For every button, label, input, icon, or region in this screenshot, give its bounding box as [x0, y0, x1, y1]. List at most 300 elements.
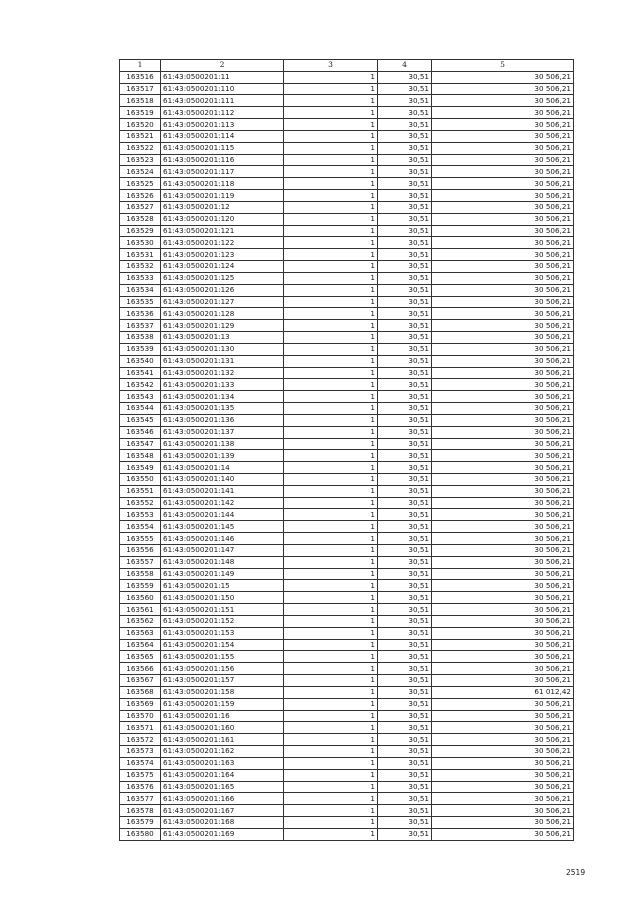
table-row: [120, 130, 574, 142]
table-cell-col-1: 163518: [120, 95, 161, 107]
table-cell-col-2: 61:43:0500201:110: [161, 83, 284, 95]
table-cell-col-2: 61:43:0500201:114: [161, 130, 284, 142]
table-cell-col-4: 30,51: [378, 107, 432, 119]
table-cell-col-1: 163564: [120, 639, 161, 651]
table-row: [120, 686, 574, 698]
table-cell-col-4: 30,51: [378, 71, 432, 83]
table-cell-col-4: 30,51: [378, 320, 432, 332]
table-cell-col-4: 30,51: [378, 296, 432, 308]
table-cell-col-5: 30 506,21: [432, 722, 574, 734]
table-cell-col-3: 1: [284, 627, 378, 639]
table-cell-col-5: 30 506,21: [432, 509, 574, 521]
table-cell-col-4: 30,51: [378, 615, 432, 627]
table-cell-col-3: 1: [284, 320, 378, 332]
table-row: [120, 237, 574, 249]
table-cell-col-2: 61:43:0500201:128: [161, 308, 284, 320]
table-cell-col-5: 30 506,21: [432, 261, 574, 273]
table-cell-col-2: 61:43:0500201:164: [161, 769, 284, 781]
table-cell-col-3: 1: [284, 781, 378, 793]
table-cell-col-2: 61:43:0500201:133: [161, 379, 284, 391]
table-row: [120, 533, 574, 545]
table-row: [120, 556, 574, 568]
table-cell-col-4: 30,51: [378, 426, 432, 438]
table-body: [120, 71, 574, 840]
table-cell-col-2: 61:43:0500201:141: [161, 485, 284, 497]
table-cell-col-5: 30 506,21: [432, 568, 574, 580]
table-cell-col-1: 163521: [120, 130, 161, 142]
table-cell-col-5: 30 506,21: [432, 698, 574, 710]
table-cell-col-1: 163534: [120, 284, 161, 296]
table-row: [120, 438, 574, 450]
table-cell-col-2: 61:43:0500201:113: [161, 119, 284, 131]
table-cell-col-3: 1: [284, 533, 378, 545]
table-row: [120, 781, 574, 793]
table-cell-col-4: 30,51: [378, 201, 432, 213]
table-row: [120, 343, 574, 355]
table-cell-col-5: 30 506,21: [432, 391, 574, 403]
table-cell-col-2: 61:43:0500201:132: [161, 367, 284, 379]
table-row: [120, 805, 574, 817]
table-cell-col-5: 30 506,21: [432, 284, 574, 296]
column-header-4: 4: [378, 60, 432, 72]
table-cell-col-1: 163562: [120, 615, 161, 627]
table-cell-col-4: 30,51: [378, 509, 432, 521]
table-cell-col-5: 61 012,42: [432, 686, 574, 698]
table-cell-col-4: 30,51: [378, 391, 432, 403]
table-cell-col-3: 1: [284, 414, 378, 426]
table-cell-col-5: 30 506,21: [432, 462, 574, 474]
table-cell-col-1: 163577: [120, 793, 161, 805]
table-cell-col-4: 30,51: [378, 95, 432, 107]
table-cell-col-3: 1: [284, 166, 378, 178]
table-cell-col-1: 163553: [120, 509, 161, 521]
table-row: [120, 332, 574, 344]
table-row: [120, 367, 574, 379]
table-cell-col-4: 30,51: [378, 166, 432, 178]
table-row: [120, 225, 574, 237]
table-cell-col-4: 30,51: [378, 438, 432, 450]
table-cell-col-5: 30 506,21: [432, 438, 574, 450]
table-cell-col-3: 1: [284, 698, 378, 710]
table-cell-col-5: 30 506,21: [432, 651, 574, 663]
table-cell-col-2: 61:43:0500201:158: [161, 686, 284, 698]
table-cell-col-5: 30 506,21: [432, 95, 574, 107]
table-row: [120, 746, 574, 758]
table-cell-col-4: 30,51: [378, 190, 432, 202]
table-cell-col-1: 163525: [120, 178, 161, 190]
table-cell-col-3: 1: [284, 686, 378, 698]
table-cell-col-1: 163541: [120, 367, 161, 379]
table-cell-col-1: 163516: [120, 71, 161, 83]
table-row: [120, 391, 574, 403]
table-cell-col-3: 1: [284, 450, 378, 462]
table-cell-col-3: 1: [284, 95, 378, 107]
table-cell-col-4: 30,51: [378, 497, 432, 509]
table-cell-col-1: 163578: [120, 805, 161, 817]
table-cell-col-3: 1: [284, 154, 378, 166]
table-cell-col-5: 30 506,21: [432, 450, 574, 462]
table-row: [120, 509, 574, 521]
table-row: [120, 142, 574, 154]
table-cell-col-1: 163574: [120, 757, 161, 769]
table-cell-col-5: 30 506,21: [432, 639, 574, 651]
table-row: [120, 107, 574, 119]
table-cell-col-2: 61:43:0500201:159: [161, 698, 284, 710]
table-cell-col-5: 30 506,21: [432, 201, 574, 213]
table-cell-col-2: 61:43:0500201:155: [161, 651, 284, 663]
table-cell-col-5: 30 506,21: [432, 757, 574, 769]
table-cell-col-4: 30,51: [378, 698, 432, 710]
table-row: [120, 95, 574, 107]
table-cell-col-3: 1: [284, 497, 378, 509]
table-cell-col-1: 163543: [120, 391, 161, 403]
table-row: [120, 403, 574, 415]
table-cell-col-1: 163535: [120, 296, 161, 308]
table-cell-col-3: 1: [284, 71, 378, 83]
table-row: [120, 568, 574, 580]
table-cell-col-5: 30 506,21: [432, 83, 574, 95]
table-cell-col-2: 61:43:0500201:162: [161, 746, 284, 758]
table-cell-col-5: 30 506,21: [432, 580, 574, 592]
table-cell-col-2: 61:43:0500201:111: [161, 95, 284, 107]
table-row: [120, 249, 574, 261]
table-cell-col-1: 163529: [120, 225, 161, 237]
table-row: [120, 201, 574, 213]
table-cell-col-1: 163524: [120, 166, 161, 178]
table-cell-col-2: 61:43:0500201:120: [161, 213, 284, 225]
table-cell-col-1: 163580: [120, 828, 161, 840]
table-cell-col-2: 61:43:0500201:123: [161, 249, 284, 261]
table-cell-col-5: 30 506,21: [432, 615, 574, 627]
table-row: [120, 284, 574, 296]
table-cell-col-1: 163523: [120, 154, 161, 166]
table-cell-col-5: 30 506,21: [432, 828, 574, 840]
table-cell-col-3: 1: [284, 592, 378, 604]
table-row: [120, 592, 574, 604]
table-cell-col-5: 30 506,21: [432, 817, 574, 829]
table-cell-col-2: 61:43:0500201:152: [161, 615, 284, 627]
table-cell-col-3: 1: [284, 556, 378, 568]
table-row: [120, 817, 574, 829]
table-cell-col-1: 163540: [120, 355, 161, 367]
table-cell-col-5: 30 506,21: [432, 296, 574, 308]
table-cell-col-3: 1: [284, 615, 378, 627]
table-cell-col-2: 61:43:0500201:140: [161, 473, 284, 485]
table-cell-col-2: 61:43:0500201:160: [161, 722, 284, 734]
table-cell-col-4: 30,51: [378, 414, 432, 426]
table-cell-col-5: 30 506,21: [432, 355, 574, 367]
table-cell-col-5: 30 506,21: [432, 190, 574, 202]
table-row: [120, 734, 574, 746]
table-cell-col-3: 1: [284, 308, 378, 320]
table-row: [120, 604, 574, 616]
table-cell-col-4: 30,51: [378, 473, 432, 485]
table-cell-col-3: 1: [284, 249, 378, 261]
table-row: [120, 272, 574, 284]
table-cell-col-4: 30,51: [378, 154, 432, 166]
table-cell-col-3: 1: [284, 485, 378, 497]
table-cell-col-1: 163552: [120, 497, 161, 509]
table-cell-col-3: 1: [284, 225, 378, 237]
table-cell-col-2: 61:43:0500201:145: [161, 521, 284, 533]
table-cell-col-3: 1: [284, 710, 378, 722]
table-cell-col-3: 1: [284, 793, 378, 805]
table-cell-col-3: 1: [284, 805, 378, 817]
table-cell-col-2: 61:43:0500201:157: [161, 675, 284, 687]
table-row: [120, 497, 574, 509]
table-cell-col-4: 30,51: [378, 462, 432, 474]
table-cell-col-2: 61:43:0500201:161: [161, 734, 284, 746]
table-cell-col-2: 61:43:0500201:151: [161, 604, 284, 616]
table-cell-col-1: 163566: [120, 663, 161, 675]
table-cell-col-3: 1: [284, 83, 378, 95]
table-cell-col-4: 30,51: [378, 722, 432, 734]
table-cell-col-4: 30,51: [378, 225, 432, 237]
table-cell-col-2: 61:43:0500201:13: [161, 332, 284, 344]
table-cell-col-5: 30 506,21: [432, 71, 574, 83]
table-cell-col-5: 30 506,21: [432, 249, 574, 261]
table-cell-col-2: 61:43:0500201:116: [161, 154, 284, 166]
table-cell-col-5: 30 506,21: [432, 533, 574, 545]
table-cell-col-5: 30 506,21: [432, 556, 574, 568]
table-row: [120, 675, 574, 687]
table-cell-col-2: 61:43:0500201:115: [161, 142, 284, 154]
table-cell-col-3: 1: [284, 237, 378, 249]
table-cell-col-1: 163520: [120, 119, 161, 131]
table-cell-col-3: 1: [284, 509, 378, 521]
table-cell-col-5: 30 506,21: [432, 403, 574, 415]
table-cell-col-3: 1: [284, 746, 378, 758]
table-cell-col-5: 30 506,21: [432, 154, 574, 166]
table-cell-col-3: 1: [284, 379, 378, 391]
table-row: [120, 261, 574, 273]
table-cell-col-4: 30,51: [378, 403, 432, 415]
table-cell-col-3: 1: [284, 190, 378, 202]
table-cell-col-2: 61:43:0500201:156: [161, 663, 284, 675]
table-cell-col-1: 163567: [120, 675, 161, 687]
table-cell-col-1: 163544: [120, 403, 161, 415]
page-number: 2519: [566, 868, 586, 877]
table-cell-col-1: 163570: [120, 710, 161, 722]
table-cell-col-3: 1: [284, 178, 378, 190]
table-cell-col-5: 30 506,21: [432, 426, 574, 438]
table-cell-col-5: 30 506,21: [432, 178, 574, 190]
table-cell-col-5: 30 506,21: [432, 805, 574, 817]
table-row: [120, 663, 574, 675]
table-cell-col-5: 30 506,21: [432, 769, 574, 781]
table-cell-col-5: 30 506,21: [432, 320, 574, 332]
table-cell-col-2: 61:43:0500201:142: [161, 497, 284, 509]
table-cell-col-4: 30,51: [378, 130, 432, 142]
table-cell-col-5: 30 506,21: [432, 213, 574, 225]
table-cell-col-2: 61:43:0500201:117: [161, 166, 284, 178]
table-cell-col-4: 30,51: [378, 746, 432, 758]
table-cell-col-1: 163519: [120, 107, 161, 119]
table-cell-col-1: 163576: [120, 781, 161, 793]
table-cell-col-4: 30,51: [378, 83, 432, 95]
table-row: [120, 450, 574, 462]
table-cell-col-2: 61:43:0500201:135: [161, 403, 284, 415]
table-cell-col-4: 30,51: [378, 355, 432, 367]
table-cell-col-3: 1: [284, 142, 378, 154]
table-cell-col-5: 30 506,21: [432, 343, 574, 355]
table-cell-col-5: 30 506,21: [432, 592, 574, 604]
table-cell-col-3: 1: [284, 403, 378, 415]
table-row: [120, 166, 574, 178]
table-cell-col-2: 61:43:0500201:169: [161, 828, 284, 840]
table-cell-col-2: 61:43:0500201:131: [161, 355, 284, 367]
table-cell-col-2: 61:43:0500201:150: [161, 592, 284, 604]
table-cell-col-3: 1: [284, 367, 378, 379]
table-row: [120, 190, 574, 202]
table-cell-col-2: 61:43:0500201:146: [161, 533, 284, 545]
table-cell-col-1: 163565: [120, 651, 161, 663]
table-cell-col-4: 30,51: [378, 604, 432, 616]
table-cell-col-2: 61:43:0500201:130: [161, 343, 284, 355]
table-cell-col-1: 163548: [120, 450, 161, 462]
table-row: [120, 213, 574, 225]
table-row: [120, 757, 574, 769]
table-cell-col-3: 1: [284, 757, 378, 769]
table-cell-col-5: 30 506,21: [432, 521, 574, 533]
table-cell-col-1: 163539: [120, 343, 161, 355]
table-cell-col-3: 1: [284, 580, 378, 592]
table-row: [120, 178, 574, 190]
table-cell-col-5: 30 506,21: [432, 781, 574, 793]
table-cell-col-4: 30,51: [378, 379, 432, 391]
table-cell-col-2: 61:43:0500201:136: [161, 414, 284, 426]
table-cell-col-2: 61:43:0500201:139: [161, 450, 284, 462]
table-cell-col-2: 61:43:0500201:15: [161, 580, 284, 592]
table-cell-col-5: 30 506,21: [432, 675, 574, 687]
table-cell-col-5: 30 506,21: [432, 604, 574, 616]
table-cell-col-4: 30,51: [378, 308, 432, 320]
table-cell-col-3: 1: [284, 769, 378, 781]
table-cell-col-5: 30 506,21: [432, 473, 574, 485]
table-cell-col-4: 30,51: [378, 769, 432, 781]
table-cell-col-4: 30,51: [378, 568, 432, 580]
table-cell-col-2: 61:43:0500201:127: [161, 296, 284, 308]
table-cell-col-5: 30 506,21: [432, 746, 574, 758]
table-cell-col-3: 1: [284, 332, 378, 344]
table-cell-col-1: 163573: [120, 746, 161, 758]
table-cell-col-4: 30,51: [378, 710, 432, 722]
table-cell-col-5: 30 506,21: [432, 237, 574, 249]
table-cell-col-4: 30,51: [378, 237, 432, 249]
table-cell-col-1: 163531: [120, 249, 161, 261]
table-cell-col-2: 61:43:0500201:149: [161, 568, 284, 580]
table-row: [120, 462, 574, 474]
table-cell-col-3: 1: [284, 355, 378, 367]
table-cell-col-3: 1: [284, 639, 378, 651]
table-cell-col-2: 61:43:0500201:166: [161, 793, 284, 805]
table-row: [120, 615, 574, 627]
table-row: [120, 485, 574, 497]
table-row: [120, 473, 574, 485]
table-cell-col-1: 163549: [120, 462, 161, 474]
table-cell-col-1: 163556: [120, 544, 161, 556]
table-cell-col-3: 1: [284, 296, 378, 308]
table-cell-col-4: 30,51: [378, 178, 432, 190]
table-cell-col-4: 30,51: [378, 284, 432, 296]
table-cell-col-3: 1: [284, 734, 378, 746]
table-cell-col-4: 30,51: [378, 663, 432, 675]
table-cell-col-4: 30,51: [378, 485, 432, 497]
table-row: [120, 627, 574, 639]
table-cell-col-2: 61:43:0500201:167: [161, 805, 284, 817]
table-row: [120, 379, 574, 391]
table-row: [120, 710, 574, 722]
table-row: [120, 320, 574, 332]
table-cell-col-4: 30,51: [378, 249, 432, 261]
table-cell-col-3: 1: [284, 722, 378, 734]
table-cell-col-2: 61:43:0500201:163: [161, 757, 284, 769]
table-cell-col-4: 30,51: [378, 734, 432, 746]
table-row: [120, 544, 574, 556]
table-row: [120, 639, 574, 651]
table-cell-col-1: 163546: [120, 426, 161, 438]
table-cell-col-4: 30,51: [378, 544, 432, 556]
table-cell-col-4: 30,51: [378, 261, 432, 273]
table-cell-col-3: 1: [284, 119, 378, 131]
table-row: [120, 83, 574, 95]
table-cell-col-3: 1: [284, 828, 378, 840]
table-cell-col-2: 61:43:0500201:134: [161, 391, 284, 403]
table-cell-col-3: 1: [284, 438, 378, 450]
table-cell-col-3: 1: [284, 261, 378, 273]
table-cell-col-1: 163530: [120, 237, 161, 249]
table-cell-col-5: 30 506,21: [432, 379, 574, 391]
table-row: [120, 119, 574, 131]
table-cell-col-1: 163533: [120, 272, 161, 284]
table-cell-col-1: 163545: [120, 414, 161, 426]
table-row: [120, 414, 574, 426]
table-cell-col-1: 163527: [120, 201, 161, 213]
table-cell-col-2: 61:43:0500201:11: [161, 71, 284, 83]
table-cell-col-4: 30,51: [378, 343, 432, 355]
table-cell-col-4: 30,51: [378, 805, 432, 817]
table-cell-col-1: 163538: [120, 332, 161, 344]
table-cell-col-3: 1: [284, 675, 378, 687]
table-cell-col-4: 30,51: [378, 781, 432, 793]
table-row: [120, 651, 574, 663]
table-cell-col-4: 30,51: [378, 757, 432, 769]
table-cell-col-3: 1: [284, 201, 378, 213]
table-cell-col-2: 61:43:0500201:112: [161, 107, 284, 119]
table-cell-col-1: 163536: [120, 308, 161, 320]
table-cell-col-2: 61:43:0500201:16: [161, 710, 284, 722]
table-cell-col-1: 163575: [120, 769, 161, 781]
table-cell-col-3: 1: [284, 521, 378, 533]
table-cell-col-4: 30,51: [378, 213, 432, 225]
table-cell-col-3: 1: [284, 426, 378, 438]
table-cell-col-3: 1: [284, 130, 378, 142]
table-cell-col-2: 61:43:0500201:125: [161, 272, 284, 284]
table-cell-col-4: 30,51: [378, 675, 432, 687]
table-cell-col-2: 61:43:0500201:121: [161, 225, 284, 237]
table-row: [120, 355, 574, 367]
table-cell-col-4: 30,51: [378, 817, 432, 829]
table-cell-col-4: 30,51: [378, 639, 432, 651]
table-cell-col-2: 61:43:0500201:119: [161, 190, 284, 202]
table-cell-col-4: 30,51: [378, 580, 432, 592]
table-cell-col-1: 163522: [120, 142, 161, 154]
table-cell-col-3: 1: [284, 663, 378, 675]
table-cell-col-1: 163558: [120, 568, 161, 580]
table-cell-col-5: 30 506,21: [432, 497, 574, 509]
table-cell-col-1: 163569: [120, 698, 161, 710]
table-cell-col-5: 30 506,21: [432, 544, 574, 556]
